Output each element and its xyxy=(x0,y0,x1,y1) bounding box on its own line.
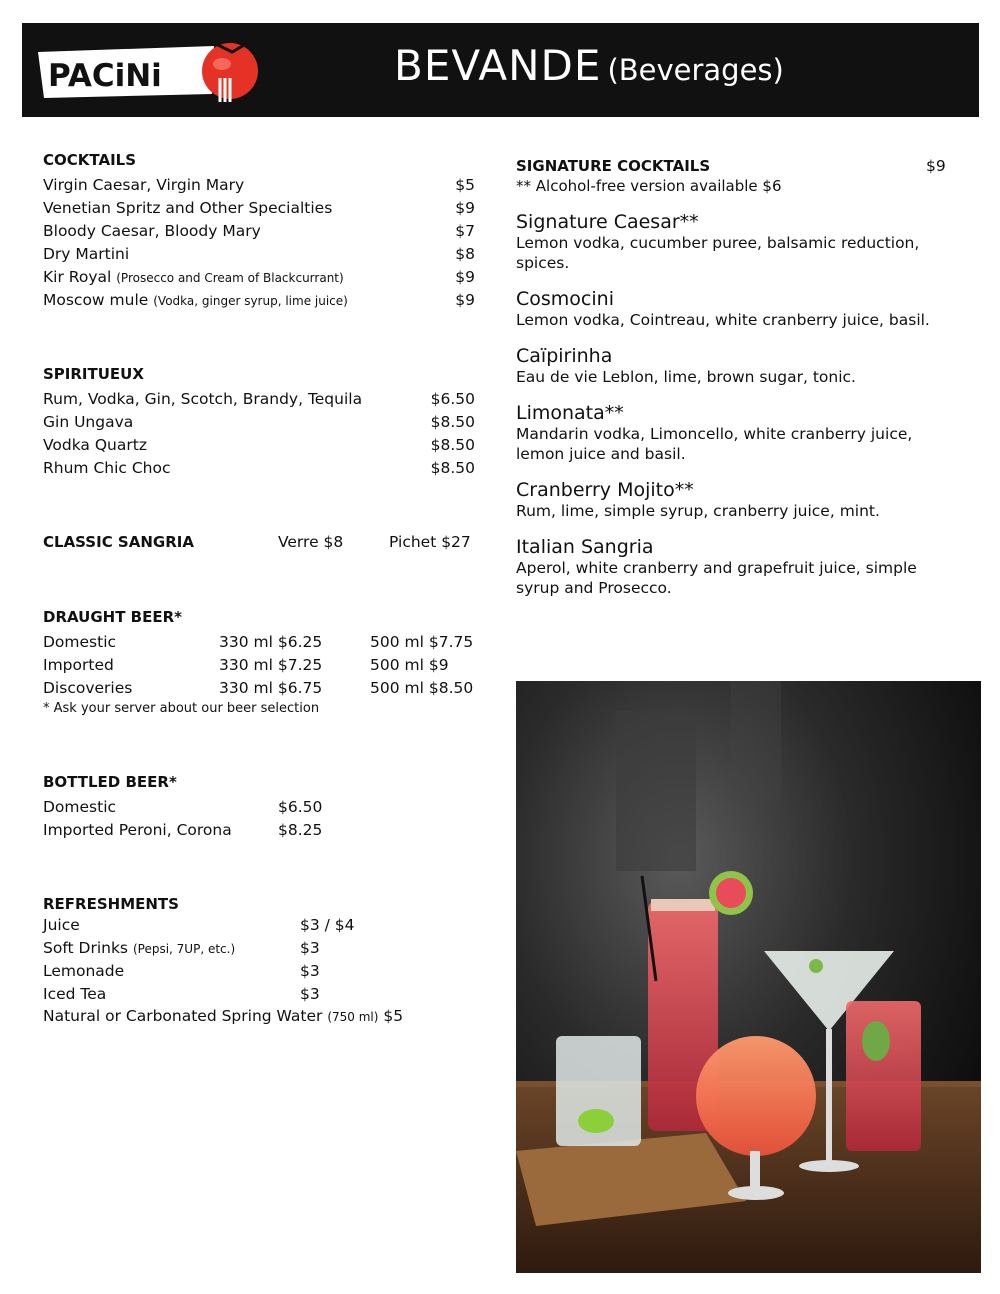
signature-item-desc: Mandarin vodka, Limoncello, white cranberry juice, xyxy=(516,425,913,443)
refreshment-item xyxy=(43,916,80,934)
draught-name: Discoveries xyxy=(43,679,133,697)
signature-item-desc: Aperol, white cranberry and grapefruit juice, simple xyxy=(516,559,917,577)
bottled-price: $8.25 xyxy=(278,821,323,839)
cocktail-name: Kir Royal xyxy=(43,268,112,286)
signature-item-name: Caïpirinha xyxy=(516,345,613,367)
spirit-price: $8.50 xyxy=(430,413,475,431)
refreshment-name: Lemonade xyxy=(43,962,125,980)
cocktail-name: Bloody Caesar, Bloody Mary xyxy=(43,222,261,240)
cocktail-name: Venetian Spritz and Other Specialties xyxy=(43,199,333,217)
spirit-name: Vodka Quartz xyxy=(43,436,147,454)
page-title xyxy=(394,41,784,90)
cocktails-photo xyxy=(516,681,981,1273)
bottled-name: Domestic xyxy=(43,798,117,816)
signature-item-desc: syrup and Prosecco. xyxy=(516,579,672,597)
draught-small-price: 330 ml $6.25 xyxy=(219,633,323,651)
signature-note: ** Alcohol-free version available $6 xyxy=(516,177,782,195)
water-note: (750 ml) xyxy=(327,1010,379,1024)
sangria-pitcher-price: Pichet $27 xyxy=(389,533,471,551)
sangria-glass-price: Verre $8 xyxy=(278,533,344,551)
spirit-price: $6.50 xyxy=(430,390,475,408)
cocktail-item xyxy=(43,291,348,310)
draught-large-price: 500 ml $7.75 xyxy=(370,633,474,651)
signature-item-name: Cranberry Mojito** xyxy=(516,479,694,501)
draught-large-price: 500 ml $8.50 xyxy=(370,679,474,697)
cocktail-item xyxy=(43,176,244,194)
sangria-heading: CLASSIC SANGRIA xyxy=(43,533,194,551)
signature-item-name: Limonata** xyxy=(516,402,624,424)
page-header xyxy=(22,23,979,117)
signature-item-name: Italian Sangria xyxy=(516,536,654,558)
signature-item-desc: lemon juice and basil. xyxy=(516,445,686,463)
cocktail-item xyxy=(43,222,261,240)
spirits-heading: SPIRITUEUX xyxy=(43,365,144,383)
draught-small-price: 330 ml $7.25 xyxy=(219,656,323,674)
draught-small-price: 330 ml $6.75 xyxy=(219,679,323,697)
signature-item-name: Cosmocini xyxy=(516,288,614,310)
draught-name: Domestic xyxy=(43,633,117,651)
refreshment-item xyxy=(43,939,235,958)
cocktail-price: $7 xyxy=(455,222,475,240)
cocktail-price: $9 xyxy=(455,291,475,309)
refreshment-name: Soft Drinks xyxy=(43,939,129,957)
signature-price: $9 xyxy=(926,157,946,175)
bottled-name: Imported Peroni, Corona xyxy=(43,821,232,839)
signature-item-desc: Lemon vodka, cucumber puree, balsamic reduction, xyxy=(516,234,920,252)
signature-item-desc: Eau de vie Leblon, lime, brown sugar, tonic. xyxy=(516,368,856,386)
title-sub: (Beverages) xyxy=(607,53,784,87)
spirit-name: Rum, Vodka, Gin, Scotch, Brandy, Tequila xyxy=(43,390,363,408)
draught-footnote: * Ask your server about our beer selection xyxy=(43,701,320,716)
signature-item-desc: spices. xyxy=(516,254,570,272)
refreshment-price: $3 xyxy=(300,962,320,980)
cocktail-note: (Vodka, ginger syrup, lime juice) xyxy=(153,294,348,308)
draught-heading: DRAUGHT BEER* xyxy=(43,608,182,626)
signature-heading: SIGNATURE COCKTAILS xyxy=(516,157,711,175)
refreshment-price: $3 xyxy=(300,985,320,1003)
cocktail-note: (Prosecco and Cream of Blackcurrant) xyxy=(116,271,344,285)
signature-item-desc: Rum, lime, simple syrup, cranberry juice, mint. xyxy=(516,502,880,520)
pacini-logo xyxy=(36,38,264,104)
water-item xyxy=(43,1007,403,1026)
cocktail-item xyxy=(43,245,129,263)
refreshment-price: $3 xyxy=(300,939,320,957)
spirit-price: $8.50 xyxy=(430,459,475,477)
refreshment-item xyxy=(43,985,106,1003)
draught-name: Imported xyxy=(43,656,114,674)
spirit-name: Gin Ungava xyxy=(43,413,134,431)
bottled-price: $6.50 xyxy=(278,798,323,816)
refreshment-name: Iced Tea xyxy=(43,985,107,1003)
cocktail-price: $8 xyxy=(455,245,475,263)
spirit-price: $8.50 xyxy=(430,436,475,454)
cocktail-item xyxy=(43,268,344,287)
refreshments-heading: REFRESHMENTS xyxy=(43,895,179,913)
signature-item-name: Signature Caesar** xyxy=(516,211,699,233)
cocktail-price: $9 xyxy=(455,199,475,217)
refreshment-item xyxy=(43,962,124,980)
refreshment-name: Juice xyxy=(43,916,80,934)
cocktail-name: Moscow mule xyxy=(43,291,149,309)
cocktails-heading: COCKTAILS xyxy=(43,151,137,169)
cocktail-price: $5 xyxy=(455,176,475,194)
cocktail-item xyxy=(43,199,332,217)
logo-text: PACiNi xyxy=(48,58,162,94)
water-name: Natural or Carbonated Spring Water xyxy=(43,1007,323,1025)
draught-large-price: 500 ml $9 xyxy=(370,656,449,674)
spirit-name: Rhum Chic Choc xyxy=(43,459,171,477)
cocktail-name: Virgin Caesar, Virgin Mary xyxy=(43,176,245,194)
refreshment-price: $3 / $4 xyxy=(300,916,355,934)
signature-item-desc: Lemon vodka, Cointreau, white cranberry juice, basil. xyxy=(516,311,930,329)
title-main: BEVANDE xyxy=(394,41,602,90)
refreshment-note: (Pepsi, 7UP, etc.) xyxy=(132,942,236,956)
water-price: $5 xyxy=(383,1007,404,1025)
bottled-heading: BOTTLED BEER* xyxy=(43,773,177,791)
cocktail-price: $9 xyxy=(455,268,475,286)
cocktail-name: Dry Martini xyxy=(43,245,130,263)
